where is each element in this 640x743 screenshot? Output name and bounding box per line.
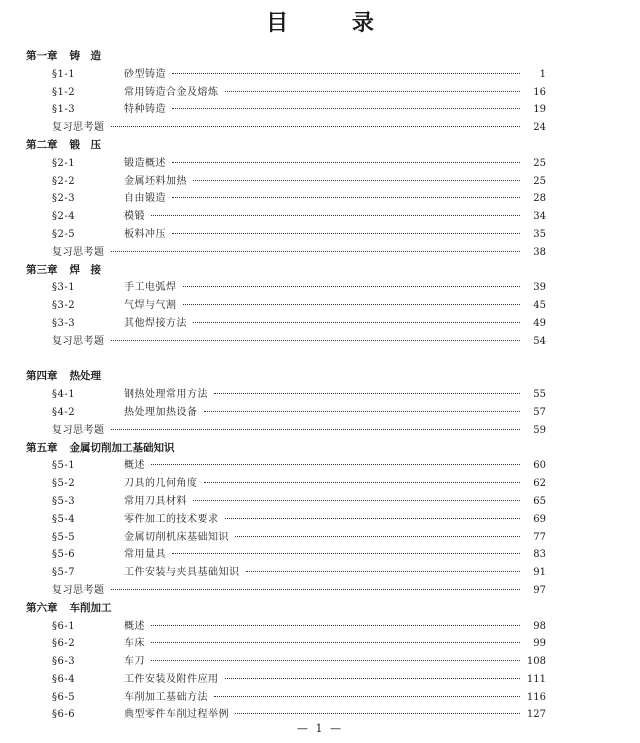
leader-dots: [235, 713, 520, 714]
chapter-title: 锻 压: [69, 138, 101, 151]
toc-section-entry: [26, 404, 546, 422]
entry-title: 常用铸造合金及熔炼: [124, 86, 219, 98]
page-number: 24: [533, 122, 546, 134]
page-number: 91: [533, 567, 546, 579]
section-number: §1-1: [52, 68, 76, 80]
entry-title: 锻造概述: [124, 157, 166, 169]
page-number: 99: [533, 638, 546, 650]
entry-title: 金属坯料加热: [124, 175, 187, 187]
entry-title: 车床: [124, 638, 145, 650]
leader-dots: [111, 251, 521, 252]
entry-title: 工件安装与夹具基础知识: [124, 567, 240, 579]
page-number: 97: [533, 584, 546, 596]
entry-title: 概述: [124, 620, 145, 632]
toc-section-entry: [26, 315, 546, 333]
section-number: §1-2: [52, 86, 76, 98]
entry-title: 热处理加热设备: [124, 406, 198, 418]
section-number: §2-4: [52, 211, 76, 223]
toc-section-entry: [26, 208, 546, 226]
page-number: 108: [526, 656, 546, 668]
page-number: 54: [533, 335, 546, 347]
toc-section-entry: [26, 546, 546, 564]
toc-section-entry: [26, 635, 546, 653]
entry-title: 典型零件车削过程举例: [124, 709, 229, 721]
toc-review-entry: [26, 422, 546, 440]
leader-dots: [151, 660, 520, 661]
section-number: §2-2: [52, 175, 76, 187]
toc-section-entry: [26, 493, 546, 511]
section-number: §2-3: [52, 193, 76, 205]
leader-dots: [225, 678, 521, 679]
leader-dots: [172, 233, 520, 234]
chapter-number: 第三章: [26, 263, 58, 276]
section-number: §5-7: [52, 567, 76, 579]
leader-dots: [204, 411, 521, 412]
page-number-footer: — 1 —: [297, 722, 343, 735]
toc-review-entry: [26, 582, 546, 600]
leader-dots: [193, 180, 520, 181]
leader-dots: [151, 642, 520, 643]
toc-section-entry: [26, 618, 546, 636]
page-number: 127: [526, 709, 546, 721]
entry-title: 自由锻造: [124, 193, 166, 205]
toc-section-entry: [26, 190, 546, 208]
section-number: §2-5: [52, 228, 76, 240]
chapter-heading: [26, 262, 546, 280]
section-number: §5-5: [52, 531, 76, 543]
leader-dots: [183, 304, 521, 305]
section-number: §3-2: [52, 300, 76, 312]
chapter-number: 第六章: [26, 601, 58, 614]
table-of-contents: [26, 48, 546, 724]
chapter-number: 第二章: [26, 138, 58, 151]
chapter-heading: [26, 600, 546, 618]
section-number: §5-1: [52, 460, 76, 472]
page-number: 38: [533, 246, 546, 258]
entry-title: 常用刀具材料: [124, 495, 187, 507]
page-number: 57: [533, 406, 546, 418]
section-number: §6-5: [52, 691, 76, 703]
leader-dots: [151, 625, 520, 626]
toc-section-entry: [26, 529, 546, 547]
page-number: 39: [533, 282, 546, 294]
leader-dots: [111, 429, 521, 430]
section-number: §5-6: [52, 549, 76, 561]
section-number: §6-1: [52, 620, 76, 632]
page-number: 59: [533, 424, 546, 436]
leader-dots: [172, 162, 520, 163]
page-number: 77: [533, 531, 546, 543]
entry-title: 气焊与气割: [124, 300, 177, 312]
page-number: 69: [533, 513, 546, 525]
chapter-heading: [26, 368, 546, 386]
section-number: §3-3: [52, 317, 76, 329]
chapter-heading: [26, 137, 546, 155]
page-number: 28: [533, 193, 546, 205]
leader-dots: [246, 571, 521, 572]
toc-section-entry: [26, 689, 546, 707]
page-number: 34: [533, 211, 546, 223]
entry-title: 复习思考题: [52, 424, 105, 436]
leader-dots: [204, 482, 521, 483]
page-number: 116: [526, 691, 546, 703]
entry-title: 手工电弧焊: [124, 282, 177, 294]
section-number: §4-1: [52, 389, 76, 401]
leader-dots: [151, 215, 520, 216]
page-number: 55: [533, 389, 546, 401]
page-title: 目 录: [266, 11, 402, 36]
page-number: 1: [539, 68, 546, 80]
toc-review-entry: [26, 244, 546, 262]
chapter-number: 第一章: [26, 50, 58, 62]
chapter-heading: [26, 48, 546, 66]
entry-title: 复习思考题: [52, 122, 105, 134]
leader-dots: [151, 464, 520, 465]
leader-dots: [214, 696, 520, 697]
page-number: 98: [533, 620, 546, 632]
page-number: 16: [533, 86, 546, 98]
section-number: §5-2: [52, 478, 76, 490]
leader-dots: [214, 393, 520, 394]
page-number: 60: [533, 460, 546, 472]
leader-dots: [172, 553, 520, 554]
toc-section-entry: [26, 226, 546, 244]
section-number: §6-4: [52, 673, 76, 685]
leader-dots: [111, 589, 521, 590]
section-number: §1-3: [52, 104, 76, 116]
toc-section-entry: [26, 84, 546, 102]
page-number: 35: [533, 228, 546, 240]
toc-section-entry: [26, 279, 546, 297]
page-number: 49: [533, 317, 546, 329]
chapter-heading: [26, 440, 546, 458]
toc-review-entry: [26, 333, 546, 351]
leader-dots: [193, 322, 520, 323]
toc-section-entry: [26, 173, 546, 191]
entry-title: 车刀: [124, 656, 145, 668]
entry-title: 车削加工基础方法: [124, 691, 208, 703]
section-number: §2-1: [52, 157, 76, 169]
toc-section-entry: [26, 653, 546, 671]
leader-dots: [225, 91, 521, 92]
toc-section-entry: [26, 671, 546, 689]
section-number: §6-2: [52, 638, 76, 650]
entry-title: 复习思考题: [52, 584, 105, 596]
page-number: 25: [533, 175, 546, 187]
chapter-number: 第四章: [26, 370, 58, 383]
entry-title: 砂型铸造: [124, 68, 166, 80]
page-number: 19: [533, 104, 546, 116]
entry-title: 常用量具: [124, 549, 166, 561]
leader-dots: [172, 108, 520, 109]
leader-dots: [111, 340, 521, 341]
section-number: §5-4: [52, 513, 76, 525]
entry-title: 钢热处理常用方法: [124, 389, 208, 401]
entry-title: 复习思考题: [52, 335, 105, 347]
entry-title: 其他焊接方法: [124, 317, 187, 329]
toc-review-entry: [26, 119, 546, 137]
section-number: §6-6: [52, 709, 76, 721]
leader-dots: [235, 536, 520, 537]
toc-section-entry: [26, 511, 546, 529]
page-number: 111: [526, 673, 546, 685]
entry-title: 特种铸造: [124, 104, 166, 116]
toc-section-entry: [26, 66, 546, 84]
entry-title: 复习思考题: [52, 246, 105, 258]
chapter-number: 第五章: [26, 441, 58, 454]
page-number: 45: [533, 300, 546, 312]
section-number: §5-3: [52, 495, 76, 507]
toc-section-entry: [26, 155, 546, 173]
entry-title: 零件加工的技术要求: [124, 513, 219, 525]
section-number: §6-3: [52, 656, 76, 668]
entry-title: 工件安装及附件应用: [124, 673, 219, 685]
page-number: 65: [533, 495, 546, 507]
chapter-title: 金属切削加工基础知识: [69, 441, 175, 454]
page-number: 62: [533, 478, 546, 490]
page-number: 25: [533, 157, 546, 169]
chapter-title: 焊 接: [69, 263, 101, 276]
toc-section-entry: [26, 475, 546, 493]
leader-dots: [193, 500, 520, 501]
chapter-title: 热处理: [69, 370, 101, 383]
page-number: 83: [533, 549, 546, 561]
toc-section-entry: [26, 101, 546, 119]
entry-title: 金属切削机床基础知识: [124, 531, 229, 543]
entry-title: 模锻: [124, 211, 145, 223]
leader-dots: [111, 126, 521, 127]
entry-title: 板料冲压: [124, 228, 166, 240]
section-number: §3-1: [52, 282, 76, 294]
leader-dots: [225, 518, 521, 519]
chapter-title: 铸 造: [69, 50, 101, 62]
section-number: §4-2: [52, 406, 76, 418]
toc-section-entry: [26, 564, 546, 582]
entry-title: 刀具的几何角度: [124, 478, 198, 490]
toc-section-entry: [26, 457, 546, 475]
toc-section-entry: [26, 386, 546, 404]
entry-title: 概述: [124, 460, 145, 472]
leader-dots: [172, 197, 520, 198]
chapter-title: 车削加工: [69, 601, 112, 614]
toc-section-entry: [26, 297, 546, 315]
leader-dots: [183, 286, 521, 287]
leader-dots: [172, 73, 520, 74]
